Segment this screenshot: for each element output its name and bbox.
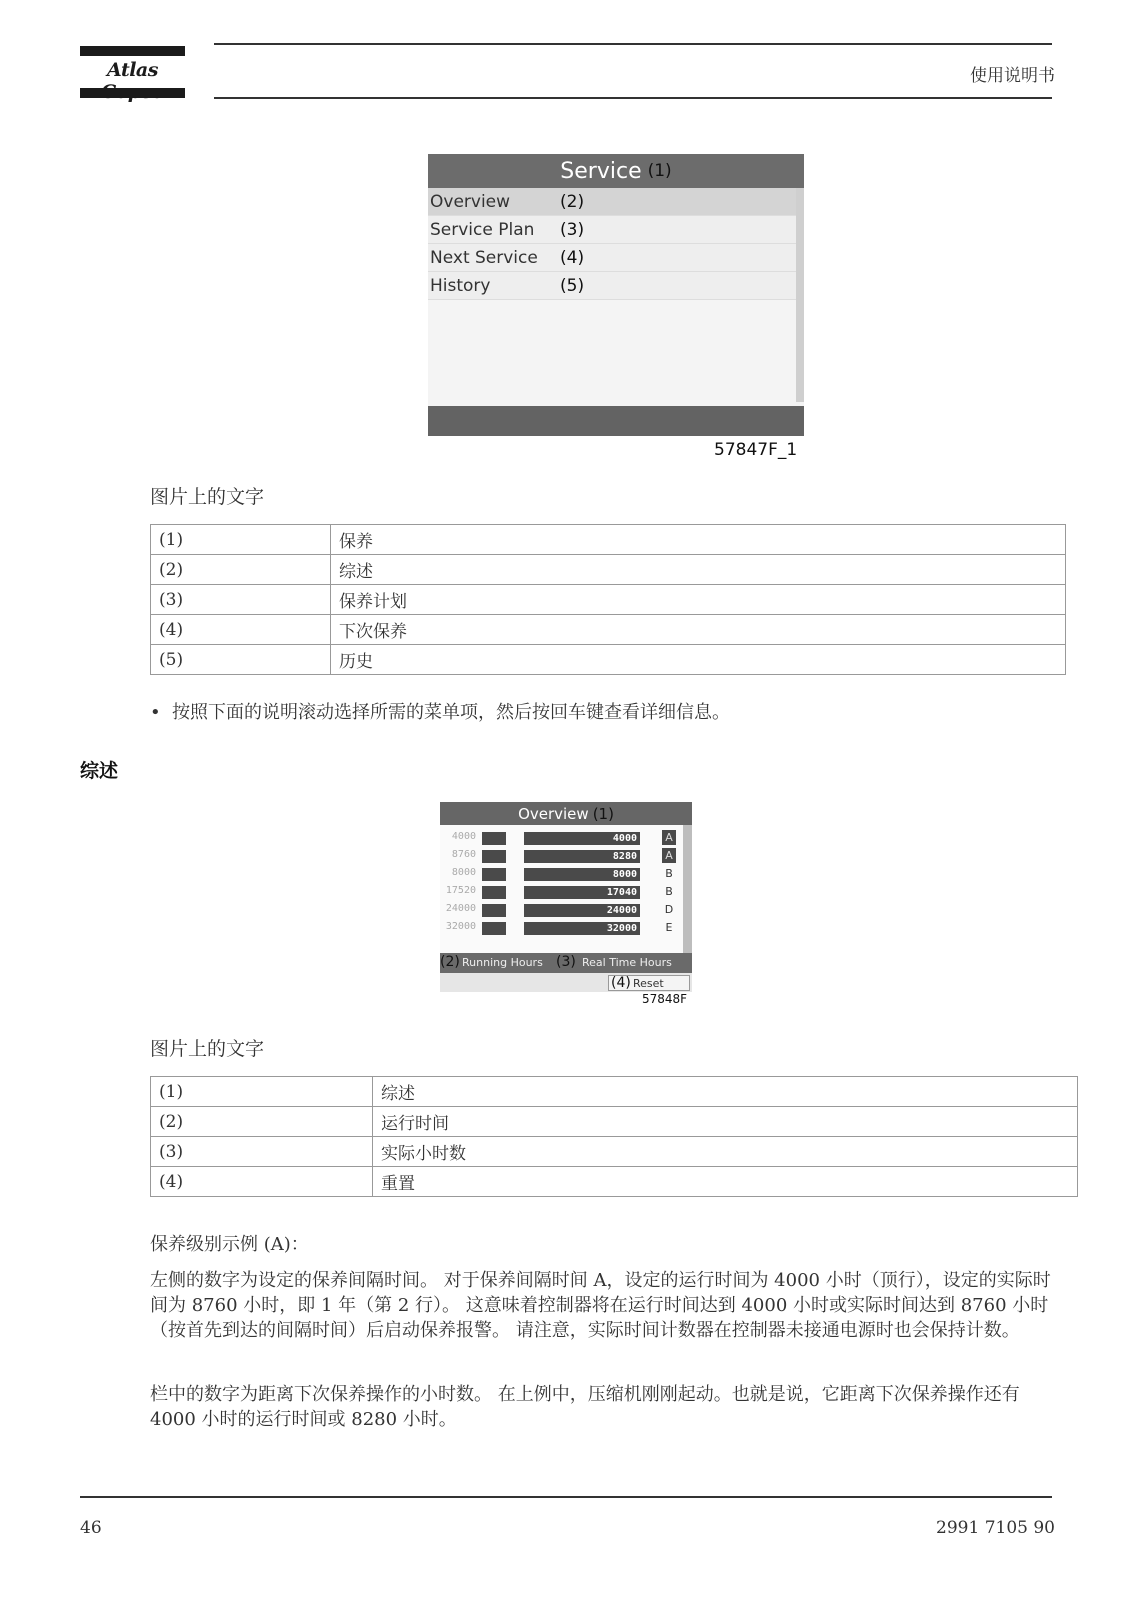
- service-level-letter: B: [665, 885, 673, 898]
- bullet-text: 按照下面的说明滚动选择所需的菜单项，然后按回车键查看详细信息。: [172, 702, 730, 723]
- header-rule-top: [214, 43, 1052, 45]
- overview-title-callout: (1): [592, 804, 614, 823]
- screen-scrollbar: [683, 825, 692, 953]
- instruction-bullet: [150, 698, 730, 724]
- hours-remaining: 8000: [524, 868, 640, 881]
- bar-indicator: [482, 868, 506, 881]
- table-row: [151, 1167, 1078, 1197]
- section-heading: 综述: [80, 760, 119, 782]
- table-key: (1): [151, 525, 331, 555]
- table-row: [151, 615, 1066, 645]
- table-row: [151, 585, 1066, 615]
- screen-scrollbar: [796, 188, 804, 402]
- table-row: [151, 525, 1066, 555]
- logo-text: Atlas: [107, 59, 158, 81]
- table-value: 保养计划: [331, 585, 1066, 615]
- logo-bar-bottom: [80, 88, 185, 98]
- table-value: 下次保养: [331, 615, 1066, 645]
- table-key: (3): [151, 1137, 373, 1167]
- hours-remaining: 32000: [524, 922, 640, 935]
- logo-bar-top: [80, 46, 185, 56]
- screen-bottom-bar: [428, 406, 804, 436]
- footer-rule: [80, 1496, 1052, 1498]
- service-menu-screenshot: [428, 154, 804, 436]
- bar-indicator: [482, 850, 506, 863]
- service-level-letter: A: [662, 848, 676, 863]
- menu-item-label: History: [430, 275, 491, 296]
- overview-row: [440, 829, 692, 847]
- table-key: (5): [151, 645, 331, 675]
- overview-row: [440, 901, 692, 919]
- table-key: (2): [151, 1107, 373, 1137]
- interval-level: 8760: [451, 849, 476, 860]
- service-title-text: Service: [560, 158, 642, 184]
- table-row: [151, 1077, 1078, 1107]
- table-key: (3): [151, 585, 331, 615]
- menu-item-label: Overview: [430, 191, 511, 212]
- menu-item-callout: (2): [560, 191, 585, 212]
- figure-code: 57847F_1: [714, 440, 798, 460]
- overview-row: [440, 919, 692, 937]
- menu-item-overview: [428, 188, 796, 216]
- service-level-letter: E: [665, 921, 673, 934]
- hours-remaining: 8280: [524, 850, 640, 863]
- interval-level: 32000: [445, 921, 476, 932]
- table-row: [151, 1107, 1078, 1137]
- service-level-letter: B: [665, 867, 673, 880]
- service-title-callout: (1): [647, 161, 672, 181]
- real-time-callout: (3): [556, 954, 576, 970]
- reset-label: Reset: [633, 977, 664, 990]
- hours-remaining: 17040: [524, 886, 640, 899]
- running-hours-callout: (2): [440, 954, 460, 970]
- hours-remaining: 4000: [524, 832, 640, 845]
- hours-remaining: 24000: [524, 904, 640, 917]
- overview-row: [440, 847, 692, 865]
- figure-caption: 图片上的文字: [150, 1038, 265, 1060]
- table-value: 运行时间: [373, 1107, 1078, 1137]
- overview-screenshot: [440, 802, 692, 992]
- table-row: [151, 1137, 1078, 1167]
- paragraph-service-interval: 左侧的数字为设定的保养间隔时间。 对于保养间隔时间 A，设定的运行时间为 4000 小时（顶行），设定的实际时间为 8760 小时，即 1 年（第 2 行）。 这意味着控制器将在运行时间达到 4000 小时或实际时间达到 8760 小时（按首先到达的间隔时间）后启动保养报警。 请注意，实际时间计数器在控制器未接通电源时也会保持计数。: [150, 1270, 1051, 1341]
- bullet-icon: •: [150, 702, 161, 723]
- menu-item-history: [428, 272, 796, 300]
- menu-item-callout: (3): [560, 219, 585, 240]
- page-number: 46: [80, 1518, 102, 1538]
- example-heading: 保养级别示例 (A)：: [150, 1234, 309, 1255]
- bar-indicator: [482, 922, 506, 935]
- document-number: 2991 7105 90: [936, 1518, 1055, 1538]
- service-level-letter: D: [664, 903, 674, 916]
- bar-indicator: [482, 886, 506, 899]
- table-value: 实际小时数: [373, 1137, 1078, 1167]
- table-key: (4): [151, 615, 331, 645]
- overview-title-text: Overview: [518, 804, 589, 823]
- interval-level: 24000: [445, 903, 476, 914]
- interval-level: 17520: [445, 885, 476, 896]
- table-row: [151, 555, 1066, 585]
- legend-table-overview: [150, 1076, 1078, 1197]
- bar-indicator: [482, 904, 506, 917]
- running-hours-label: Running Hours: [462, 956, 543, 969]
- menu-item-label: Next Service: [430, 247, 538, 268]
- atlas-copco-logo: [80, 46, 185, 100]
- table-value: 综述: [331, 555, 1066, 585]
- reset-button: [608, 975, 690, 991]
- overview-rows: [440, 825, 692, 953]
- reset-callout: (4): [611, 975, 631, 991]
- table-row: [151, 645, 1066, 675]
- table-key: (2): [151, 555, 331, 585]
- bar-indicator: [482, 832, 506, 845]
- table-value: 保养: [331, 525, 1066, 555]
- table-key: (1): [151, 1077, 373, 1107]
- overview-screen-title: [440, 802, 692, 825]
- menu-item-label: Service Plan: [430, 219, 535, 240]
- overview-row: [440, 865, 692, 883]
- table-value: 重置: [373, 1167, 1078, 1197]
- document-title: 使用说明书: [970, 66, 1055, 86]
- table-value: 历史: [331, 645, 1066, 675]
- service-level-letter: A: [662, 830, 676, 845]
- menu-item-callout: (4): [560, 247, 585, 268]
- interval-level: 4000: [451, 831, 476, 842]
- service-screen-title: [428, 154, 804, 188]
- menu-item-service-plan: [428, 216, 796, 244]
- real-time-label: Real Time Hours: [582, 956, 672, 969]
- paragraph-hours-remaining: 栏中的数字为距离下次保养操作的小时数。 在上例中，压缩机刚刚起动。也就是说，它距离下次保养操作还有 4000 小时的运行时间或 8280 小时。: [150, 1384, 1020, 1430]
- legend-table-service: [150, 524, 1066, 675]
- figure-caption: 图片上的文字: [150, 486, 265, 508]
- menu-item-callout: (5): [560, 275, 585, 296]
- interval-level: 8000: [451, 867, 476, 878]
- figure-code: 57848F: [642, 992, 688, 1006]
- table-key: (4): [151, 1167, 373, 1197]
- table-value: 综述: [373, 1077, 1078, 1107]
- menu-item-next-service: [428, 244, 796, 272]
- overview-footer: [440, 953, 692, 973]
- header-rule-bottom: [214, 97, 1052, 99]
- overview-row: [440, 883, 692, 901]
